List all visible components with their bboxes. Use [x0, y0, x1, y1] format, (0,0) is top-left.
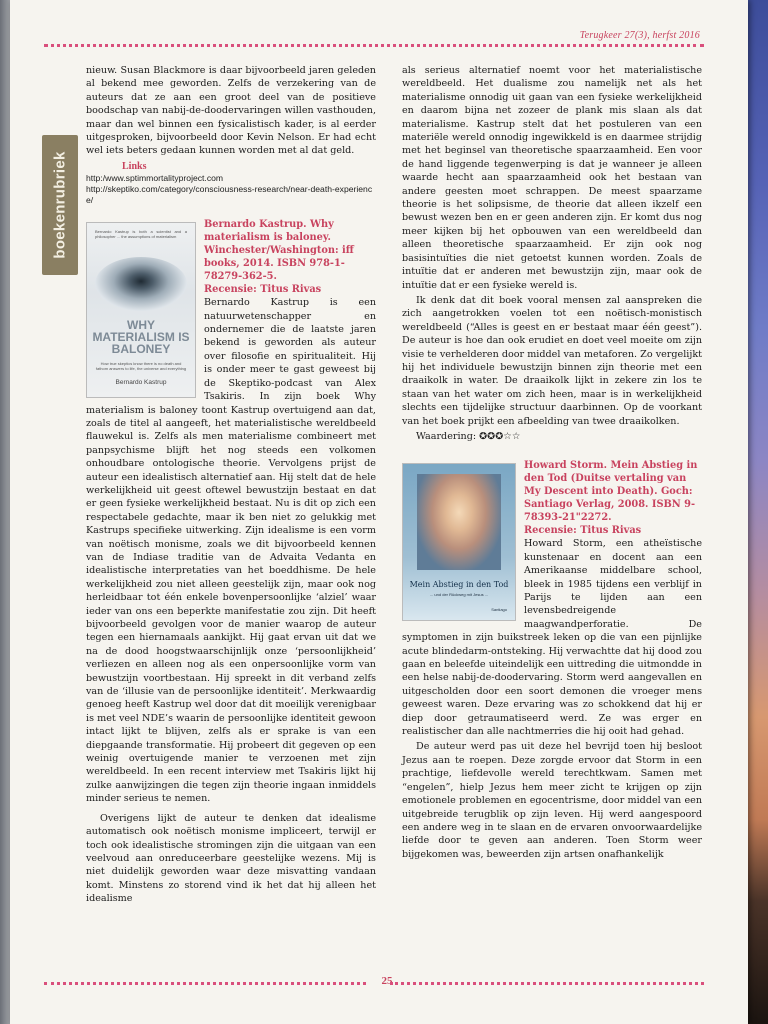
book1-reviewer: Recensie: Titus Rivas: [204, 284, 322, 296]
rating-line: Waardering: ✪✪✪☆☆: [416, 430, 521, 442]
cover-subtitle: How true skeptics know there is no death and fathom answers to life, the universe and everything: [95, 361, 187, 372]
book2-reviewer: Recensie: Titus Rivas: [524, 525, 642, 537]
continued-paragraph: als serieus alternatief noemt voor het materialistische wereldbeeld. Het dualisme zou namelijk net als het materialisme onnodig uit gaan van een fysieke werkelijkheid en daarom bijna net zozeer de plank mis slaan als dat materialisme. Kastrup stelt dat het postuleren van een materiële wereld onnodig ingewikkeld is en daarmee strijdig met het beginsel van theoretische spaarzaamheid. Een voor de hand liggende tegenwerping is dat je wanneer je alleen waarde hecht aan spaarzaamheid ook het bestaan van andere geesten moet schrappen. De meest spaarzame theorie is het solipsisme, de theorie dat alleen ikzelf een bewust wezen ben en er geen anderen zijn. Er komt dus nog meer kijken bij het opbouwen van een wereldbeeld dan alleen theoretische spaarzaamheid. Er zijn ook nog basisintuïties die niet getoetst kunnen worden. Zoals de intuïtie dat er anderen met bewustzijn zijn, maar ook de intuïtie dat er een fysieke wereld is.: [402, 65, 702, 291]
whirlpool-image: [95, 257, 187, 311]
section-tab: [42, 135, 78, 275]
cover-author: Bernardo Kastrup: [115, 378, 167, 386]
magazine-page: [10, 0, 748, 1024]
footer: [44, 975, 704, 989]
book2-review-paragraph-2: De auteur werd pas uit deze hel bevrijd toen hij besloot Jezus aan te roepen. Deze zorgde ervoor dat Storm in een prachtige, liefdevolle wereld terechtkwam. Samen met “engelen”, hielp Jezus hem meer zicht te krijgen op zijn emotionele problemen en egocentrisme, door middel van een uitgebreide terugblik op zijn leven. Hij werd aangespoord een andere weg in te slaan en de ervaren onvoorwaardelijke liefde door te geven aan anderen. Toen Storm weer bijgekomen was, beweerden zijn artsen onafhankelijk: [402, 741, 702, 860]
page-number: 25: [381, 975, 393, 987]
header-dotted-line: [44, 44, 704, 47]
book1-review-paragraph: Bernardo Kastrup is een natuurwetenschapper en ondernemer die de laatste jaren bekend is geworden als auteur over filosofie en spiritualiteit. Hij is onder meer te gast geweest bij de Skeptiko-podcast van Alex Tsakiris. In zijn boek Why materialism is baloney toont Kastrup overtuigend aan dat, zoals de titel al aangeeft, het materialistische wereldbeeld flauwekul is. Zelfs als men materialisme combineert met panpsychisme blijft het nog steeds een volkomen onhoudbare ontologische theorie. Vervolgens prijst de auteur een idealistisch alternatief aan. Hij stelt dat de hele werkelijkheid uit geest oftewel bewustzijn bestaat en dat er geen fysieke werkelijkheid bestaat. Nu is dit op zich een respectabele gedachte, maar ik ben niet zo gelukkig met Kastrups specifieke uitwerking. Zijn idealisme is een vorm van noëtisch monisme, zoals we dit bijvoorbeeld kennen van de Indiase traditie van de Advaita Vedanta en idealistische interpretaties van het boeddhisme. De hele werkelijkheid zou niet alleen geestelijk zijn, maar ook nog herleidbaar tot één enkele bovenpersoonlijke ‘alziel’ waar ieder van ons een beperkte manifestatie zou zijn. Dit heeft bijvoorbeeld gevolgen voor de manier waarop de auteur tegen een hiernamaals aankijkt. Hij gaat ervan uit dat we na de dood hoogstwaarschijnlijk onze ‘persoonlijkheid’ verliezen en alleen nog als een onpersoonlijke vorm van bewustzijn voortbestaan. Hij spreekt in dit verband zelfs van de ‘illusie van de persoonlijke identiteit’. Merkwaardig genoeg heeft Kastrup wel door dat dit moeilijk verenigbaar is met veel NDE’s waarin de persoonlijke identiteit gewoon intact lijkt te blijven, zelfs als er sprake is van een diepgaande transformatie. Hij probeert dit gegeven op een weinig overtuigende manier te verzoenen met zijn wereldbeeld. In een recent interview met Tsakiris lijkt hij zulke aanwijzingen die tegen zijn theorie ingaan inmiddels minder serieus te nemen.: [86, 297, 376, 805]
conclusion-paragraph: Ik denk dat dit boek vooral mensen zal aanspreken die zich aangetrokken voelen tot een noëtisch-monistisch wereldbeeld (“Alles is geest en er bestaat maar één geest”). De auteur is hoe dan ook erudiet en doet veel moeite om zijn visie te verhelderen door middel van metaforen. Zo vergelijkt hij het individuele bewustzijn binnen zijn theorie met een draaikolk in water. De draaikolk lijkt in zekere zin los te staan van het water om zich heen, maar is in werkelijkheid slechts een tijdelijke structuur daarbinnen. Op de voorkant van het boek prijkt een afbeelding van twee draaikolken.: [402, 294, 702, 427]
book-cover-why-materialism: [86, 222, 196, 398]
section-tab-label: boekenrubriek: [51, 151, 69, 259]
right-column: [402, 64, 702, 861]
cover-publisher: Santiago: [491, 606, 507, 612]
left-column: [86, 64, 376, 906]
cover-title: Mein Abstieg in den Tod: [409, 580, 509, 590]
link-1[interactable]: http:/www.sptimmortalityproject.com: [86, 173, 224, 184]
footer-dotted-line-left: [44, 982, 366, 985]
cover-artwork: [417, 474, 501, 570]
book-cover-mein-abstieg: [402, 463, 516, 621]
running-header: Terugkeer 27(3), herfst 2016: [579, 30, 700, 41]
footer-dotted-line-right: [390, 982, 704, 985]
links-heading: Links: [122, 160, 147, 172]
book2-heading: Howard Storm. Mein Abstieg in den Tod (Duitse vertaling van My Descent into Death). Goch: Santiago Verlag, 2008. ISBN 9-78393-21"2272.: [524, 460, 698, 524]
book2-review-paragraph: Howard Storm, een atheïstische kunstenaar en docent aan een Amerikaanse middelbare school, bleek in 1985 tijdens een verblijf in Parijs te lijden aan een levensbedreigende maagwandperforatie. De symptomen in zijn buikstreek leken op die van een pijnlijke acute blindedarm-ontsteking. Hij verwachtte dat hij dood zou gaan en beleefde uiteindelijk een uittreding die uitmondde in een helse nabij-de-doodervaring. Storm werd aangevallen en uitgescholden door een soort demonen die vroeger mens geweest waren. Deze ervaring was zo schokkend dat hij er diep door getraumatiseerd werd. Ze was erger en realistischer dan alle nachtmerries die hij ooit had gehad.: [402, 538, 702, 738]
book1-review-paragraph-2: Overigens lijkt de auteur te denken dat idealisme automatisch ook noëtisch monisme impliceert, terwijl er toch ook idealistische stromingen zijn die uitgaan van een veelvoud aan onreduceerbare geestelijke wezens. Mij is niet duidelijk geworden waar deze misvatting vandaan komt. Minstens zo storend vind ik het dat hij alleen het idealisme: [86, 812, 376, 905]
cover-subtitle: ... und der Rückweg mit Jesus ...: [429, 592, 489, 598]
link-2[interactable]: http://skeptiko.com/category/consciousness-research/near-death-experience/: [86, 184, 373, 206]
book1-heading: Bernardo Kastrup. Why materialism is baloney. Winchester/Washington: iff books, 2014. ISBN 978-1-78279-362-5.: [204, 219, 354, 283]
cover-title: WHY MATERIALISM IS BALONEY: [92, 318, 190, 357]
intro-paragraph: nieuw. Susan Blackmore is daar bijvoorbeeld jaren geleden al bekend mee geworden. Zelfs de verzekering van de auteurs dat ze aan een groot deel van de positieve boodschap van nabij-de-doodervaringen willen vasthouden, maar dan wel binnen een fysicalistisch kader, is al eerder uitgesproken, bijvoorbeeld door Kevin Nelson. Er had echt wel iets beters gedaan kunnen worden met al dat geld.: [86, 65, 376, 157]
cover-blurb: Bernardo Kastrup is both a scientist and a philosopher ... the assumptions of materialism: [95, 229, 187, 240]
